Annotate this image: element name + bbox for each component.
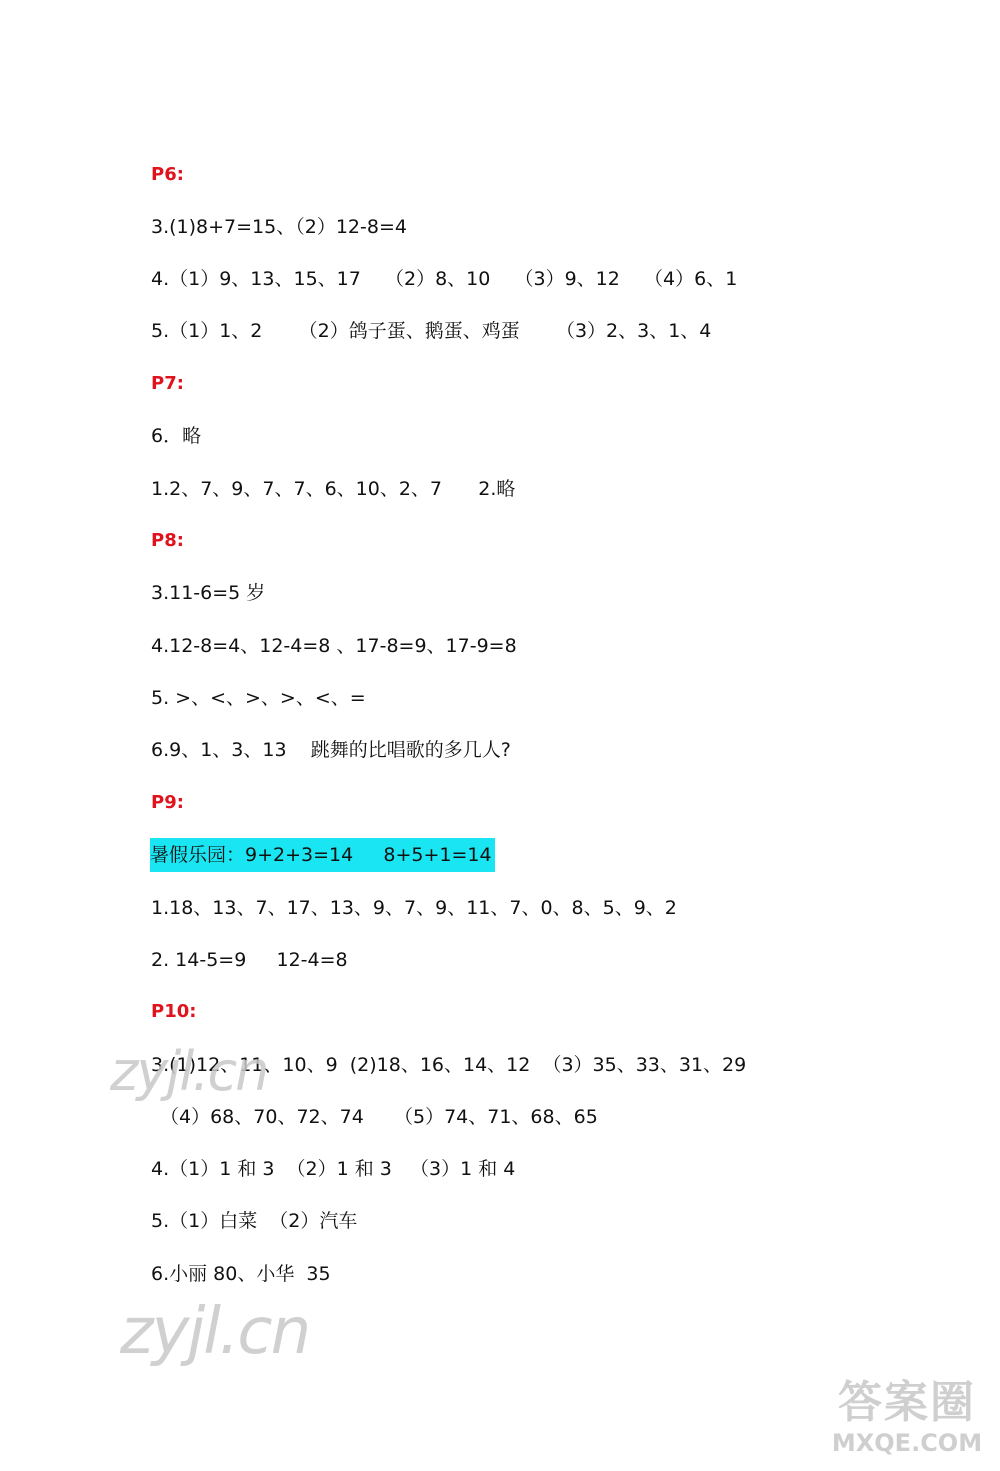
answer-text: 2. 14-5=9 12-4=8: [151, 949, 348, 971]
answer-line: [151, 895, 677, 921]
answer-line: [151, 737, 511, 763]
watermark-mxqe-cn: 答案圈: [838, 1377, 976, 1428]
answer-text: 4.（1）1 和 3 （2）1 和 3 （3）1 和 4: [151, 1158, 516, 1180]
answer-text: 5.（1）白菜 （2）汽车: [151, 1210, 358, 1232]
answer-line: [151, 266, 737, 292]
answer-text: 3.(1)12、11、10、9 (2)18、16、14、12 （3）35、33、31、29: [151, 1054, 747, 1076]
section-heading: [151, 528, 184, 554]
answer-text: 5. >、<、>、>、<、=: [151, 687, 366, 709]
answer-text: 1.18、13、7、17、13、9、7、9、11、7、0、8、5、9、2: [151, 897, 677, 919]
section-heading: [151, 999, 196, 1025]
watermark-mxqe-en: MXQE.COM: [831, 1429, 983, 1457]
answer-text: 4.12-8=4、12-4=8 、17-8=9、17-9=8: [151, 635, 517, 657]
answer-line: [151, 947, 348, 973]
answer-text: P8:: [151, 530, 184, 551]
answer-line: [151, 685, 366, 711]
answer-line: [151, 580, 265, 606]
answer-text: （4）68、70、72、74 （5）74、71、68、65: [160, 1106, 598, 1128]
watermark-zyjl-bottom: zyjl.cn: [120, 1295, 310, 1369]
answer-line: [151, 633, 517, 659]
section-heading: [151, 790, 184, 816]
answer-text: 6.小丽 80、小华 35: [151, 1263, 331, 1285]
answer-text: P7:: [151, 373, 184, 394]
answer-line: [151, 476, 515, 502]
answer-text: 6.9、1、3、13 跳舞的比唱歌的多几人?: [151, 739, 511, 761]
watermark-mxqe: [822, 1378, 992, 1458]
answer-line: [151, 423, 201, 449]
answer-text: P6:: [151, 164, 184, 185]
answer-text: 3.11-6=5 岁: [151, 582, 266, 604]
section-heading: [151, 371, 184, 397]
answer-text: 3.(1)8+7=15、（2）12-8=4: [151, 216, 407, 238]
answer-text: 1.2、7、9、7、7、6、10、2、7 2.略: [151, 478, 516, 500]
answer-line: [151, 1261, 331, 1287]
answer-line: [151, 842, 495, 868]
answer-text: P9:: [151, 792, 184, 813]
answer-text: 4.（1）9、13、15、17 （2）8、10 （3）9、12 （4）6、1: [151, 268, 738, 290]
answer-text: P10:: [151, 1001, 197, 1022]
section-heading: [151, 162, 184, 188]
answer-line: [151, 214, 407, 240]
answer-text: 暑假乐园：9+2+3=14 8+5+1=14: [150, 838, 495, 872]
answer-line: [160, 1104, 598, 1130]
answer-line: [151, 318, 711, 344]
answer-line: [151, 1156, 515, 1182]
answer-line: [151, 1208, 357, 1234]
answer-text: 5.（1）1、2 （2）鸽子蛋、鹅蛋、鸡蛋 （3）2、3、1、4: [151, 320, 712, 342]
watermark-zyjl-top: zyjl.cn: [110, 1040, 268, 1103]
answer-text: 6．略: [151, 425, 202, 447]
